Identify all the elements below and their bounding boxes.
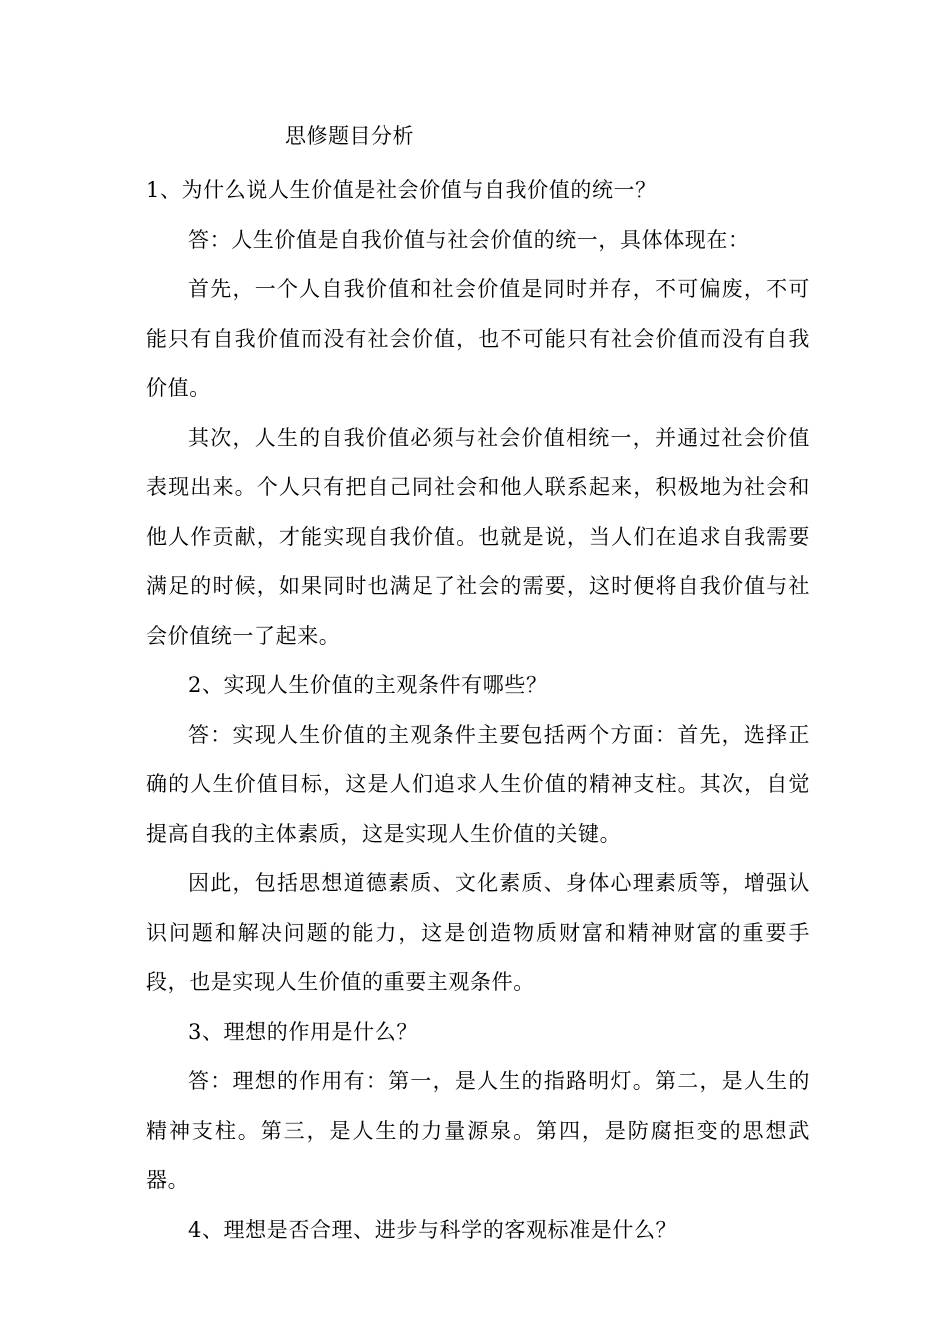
question-2: 2、实现人生价值的主观条件有哪些？ (188, 673, 548, 697)
answer-1-intro: 答：人生价值是自我价值与社会价值的统一，具体体现在： (188, 227, 750, 252)
answer-3: 答：理想的作用有：第一，是人生的指路明灯。第二，是人生的精神支柱。第三，是人生的力量源泉。第四，是防腐拒变的思想武器。 (146, 1069, 810, 1192)
answer-1-first-point: 首先，一个人自我价值和社会价值是同时并存，不可偏废，不可能只有自我价值而没有社会价值，也不可能只有社会价值而没有自我价值。 (146, 277, 810, 400)
question-4: 4、理想是否合理、进步与科学的客观标准是什么？ (188, 1217, 678, 1242)
answer-1-second-point: 其次，人生的自我价值必须与社会价值相统一，并通过社会价值表现出来。个人只有把自己同社会和他人联系起来，积极地为社会和他人作贡献，才能实现自我价值。也就是说，当人们在追求自我需要满足的时候，如果同时也满足了社会的需要，这时便将自我价值与社会价值统一了起来。 (146, 425, 810, 648)
document-body (146, 166, 810, 1255)
question-1: 1、为什么说人生价值是社会价值与自我价值的统一？ (146, 178, 657, 202)
answer-2-continued: 因此，包括思想道德素质、文化素质、身体心理素质等，增强认识问题和解决问题的能力，这是创造物质财富和精神财富的重要手段，也是实现人生价值的重要主观条件。 (146, 871, 810, 994)
question-3: 3、理想的作用是什么？ (188, 1019, 418, 1044)
document-title: 思修题目分析 (285, 124, 414, 148)
answer-2: 答：实现人生价值的主观条件主要包括两个方面：首先，选择正确的人生价值目标，这是人们追求人生价值的精神支柱。其次，自觉提高自我的主体素质，这是实现人生价值的关键。 (146, 722, 810, 846)
